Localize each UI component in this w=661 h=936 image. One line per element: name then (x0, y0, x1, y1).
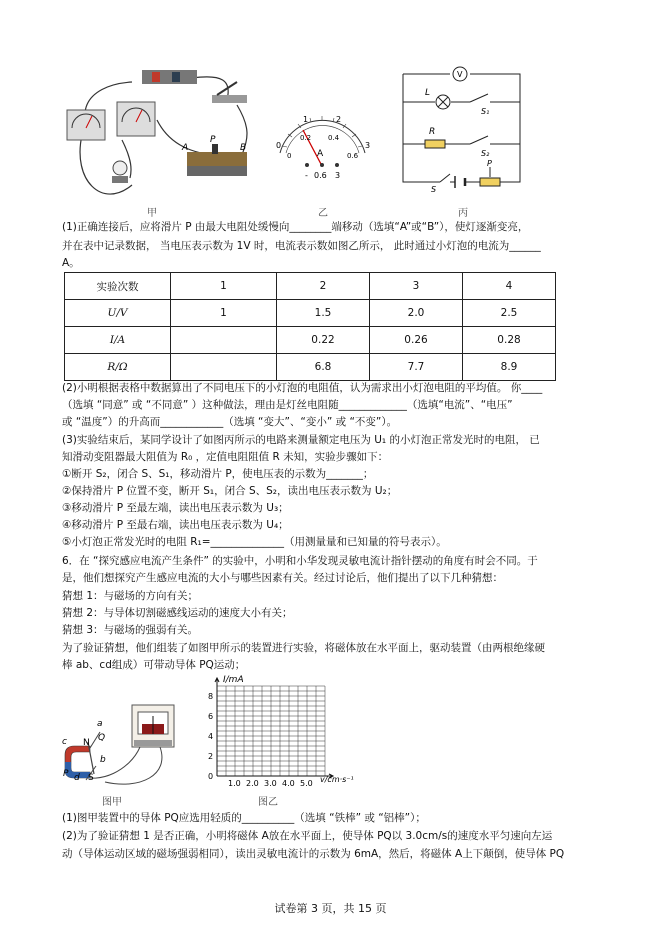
q6-sub2a: (2)为了验证猜想 1 是否正确，小明将磁体 A放在水平面上，使导体 PQ以 3.0cm/s的速度水平匀速向左运 (62, 830, 553, 842)
svg-text:S₂: S₂ (481, 149, 490, 158)
caption-jia: 甲 (147, 208, 157, 219)
svg-text:0.6: 0.6 (314, 171, 327, 180)
q6-line3: 为了验证猜想，他们组装了如图甲所示的装置进行实验，将磁体放在水平面上，驱动装置（由两根绝缘硬 (62, 642, 545, 654)
x-axis-label: v/cm·s⁻¹ (320, 775, 354, 784)
q2-line3: 或 “温度”）的升高而____________（选填 “变大”、“变小” 或 “不变”）。 (62, 416, 398, 428)
table-cell: 2 (277, 273, 370, 300)
q3-step1: ①断开 S₂，闭合 S、S₁，移动滑片 P，使电压表的示数为_______； (62, 468, 374, 480)
table-row (65, 354, 556, 381)
y-tick-label: 0 (208, 772, 214, 781)
table-cell: 4 (463, 273, 556, 300)
table-cell: 0.28 (463, 327, 556, 354)
svg-text:2: 2 (336, 115, 342, 124)
q3-step2: ②保持滑片 P 位置不变，断开 S₁，闭合 S、S₂，读出电压表示数为 U₂； (62, 485, 398, 497)
caption-figure-jia: 图甲 (102, 797, 122, 808)
figure-yi-ammeter (270, 108, 375, 183)
table-cell: 6.8 (277, 354, 370, 381)
svg-text:0.4: 0.4 (328, 134, 340, 142)
caption-bing: 丙 (458, 208, 468, 219)
q6-sub2b: 动（导体运动区域的磁场强弱相同），读出灵敏电流计的示数为 6mA，然后，将磁体 A上下颠倒，使导体 PQ (62, 848, 565, 860)
figure-jia-circuit (62, 60, 262, 215)
q3-step4: ④移动滑片 P 至最右端，读出电压表示数为 U₄； (62, 519, 289, 531)
table-cell: U/V (65, 300, 171, 327)
table-cell: 2.5 (463, 300, 556, 327)
svg-text:P: P (63, 769, 69, 779)
table-row (65, 327, 556, 354)
table-cell (171, 327, 277, 354)
svg-text:B: B (240, 143, 247, 153)
battery-box (142, 70, 197, 84)
svg-text:S: S (431, 185, 437, 192)
svg-text:0: 0 (276, 141, 282, 150)
svg-text:3: 3 (365, 141, 371, 150)
data-table (64, 272, 556, 381)
page-footer: 试卷第 3 页，共 15 页 (274, 902, 387, 915)
svg-text:b: b (100, 755, 106, 765)
table-cell: 实验次数 (65, 273, 171, 300)
x-tick-label: 2.0 (246, 779, 259, 788)
svg-text:0.2: 0.2 (300, 134, 312, 142)
svg-text:1: 1 (303, 115, 309, 124)
svg-text:a: a (97, 719, 103, 729)
svg-text:R: R (429, 127, 436, 137)
y-tick-label: 2 (208, 752, 214, 761)
q6-sub1: (1)图甲装置中的导体 PQ应选用轻质的__________（选填 “铁棒” 或 “铝棒”）； (62, 812, 426, 824)
figure-bing-circuit (395, 62, 530, 192)
q6-guess2: 猜想 2：与导体切割磁感线运动的速度大小有关； (62, 607, 293, 619)
svg-text:3: 3 (335, 171, 341, 180)
table-cell (171, 354, 277, 381)
table-cell: 0.26 (370, 327, 463, 354)
q6-guess3: 猜想 3：与磁场的强弱有关。 (62, 624, 199, 636)
q3-line2: 知滑动变阻器最大阻值为 R₀ ，定值电阻阻值 R 未知，实验步骤如下： (62, 451, 389, 463)
q1-line1: (1)正确连接后，应将滑片 P 由最大电阻处缓慢向________端移动（选填“A”或“B”），使灯逐渐变亮， (62, 221, 529, 233)
svg-text:d: d (74, 773, 80, 783)
svg-text:N: N (83, 738, 90, 748)
table-row (65, 273, 556, 300)
svg-text:V: V (457, 70, 463, 79)
x-tick-label: 1.0 (228, 779, 241, 788)
x-tick-label: 3.0 (264, 779, 277, 788)
q1-line3: A。 (62, 257, 80, 269)
table-cell: 1.5 (277, 300, 370, 327)
svg-text:-: - (305, 171, 308, 180)
figure-magnet-apparatus (60, 700, 185, 795)
y-tick-label: 4 (208, 732, 214, 741)
table-cell: 0.22 (277, 327, 370, 354)
q3-step5: ⑤小灯泡正常发光时的电阻 R₁=______________（用测量量和已知量的符号表示）。 (62, 536, 447, 548)
table-row (65, 300, 556, 327)
caption-yi: 乙 (318, 208, 328, 219)
table-cell: 7.7 (370, 354, 463, 381)
table-cell: 1 (171, 273, 277, 300)
y-axis-label: I/mA (223, 675, 244, 685)
x-tick-label: 4.0 (282, 779, 295, 788)
q6-line4: 棒 ab、cd组成）可带动导体 PQ运动； (62, 659, 246, 671)
svg-text:L: L (425, 88, 431, 98)
table-cell: R/Ω (65, 354, 171, 381)
q3-step3: ③移动滑片 P 至最左端，读出电压表示数为 U₃； (62, 502, 289, 514)
svg-text:Q: Q (98, 733, 106, 743)
q2-line2: （选填 “同意” 或 “不同意” ）这种做法，理由是灯丝电阻随_____________（选填“电流”、“电压” (62, 399, 513, 411)
svg-text:P: P (487, 159, 492, 168)
table-cell: 2.0 (370, 300, 463, 327)
table-cell: 3 (370, 273, 463, 300)
svg-text:0.6: 0.6 (347, 152, 359, 160)
q2-line1: (2)小明根据表格中数据算出了不同电压下的小灯泡的电阻值，认为需求出小灯泡电阻的平均值。 你____ (62, 382, 543, 394)
x-tick-label: 5.0 (300, 779, 313, 788)
q6-line2: 是，他们想探究产生感应电流的大小与哪些因素有关。经过讨论后，他们提出了以下几种猜想： (62, 572, 503, 584)
caption-figure-yi: 图乙 (258, 797, 278, 808)
svg-text:S₁: S₁ (481, 107, 490, 116)
q6-guess1: 猜想 1：与磁场的方向有关； (62, 590, 199, 602)
svg-text:A: A (317, 149, 324, 159)
y-tick-label: 8 (208, 692, 214, 701)
svg-text:P: P (210, 135, 216, 145)
iv-graph (195, 672, 360, 792)
svg-text:c: c (62, 737, 67, 747)
chart-axes (215, 678, 333, 778)
y-tick-label: 6 (208, 712, 214, 721)
svg-text:A: A (182, 143, 189, 153)
table-cell: I/A (65, 327, 171, 354)
svg-text:0: 0 (287, 152, 292, 160)
q1-line2: 并在表中记录数据， 当电压表示数为 1V 时，电流表示数如图乙所示， 此时通过小灯泡的电流为______ (62, 240, 541, 252)
q3-line1: (3)实验结束后，某同学设计了如图丙所示的电路来测量额定电压为 U₁ 的小灯泡正常发光时的电阻， 已 (62, 434, 540, 446)
table-cell: 8.9 (463, 354, 556, 381)
svg-text:S: S (88, 773, 94, 783)
table-cell: 1 (171, 300, 277, 327)
q6-line1: 6．在 “探究感应电流产生条件” 的实验中，小明和小华发现灵敏电流计指针摆动的角度有时会不同。于 (62, 555, 538, 567)
